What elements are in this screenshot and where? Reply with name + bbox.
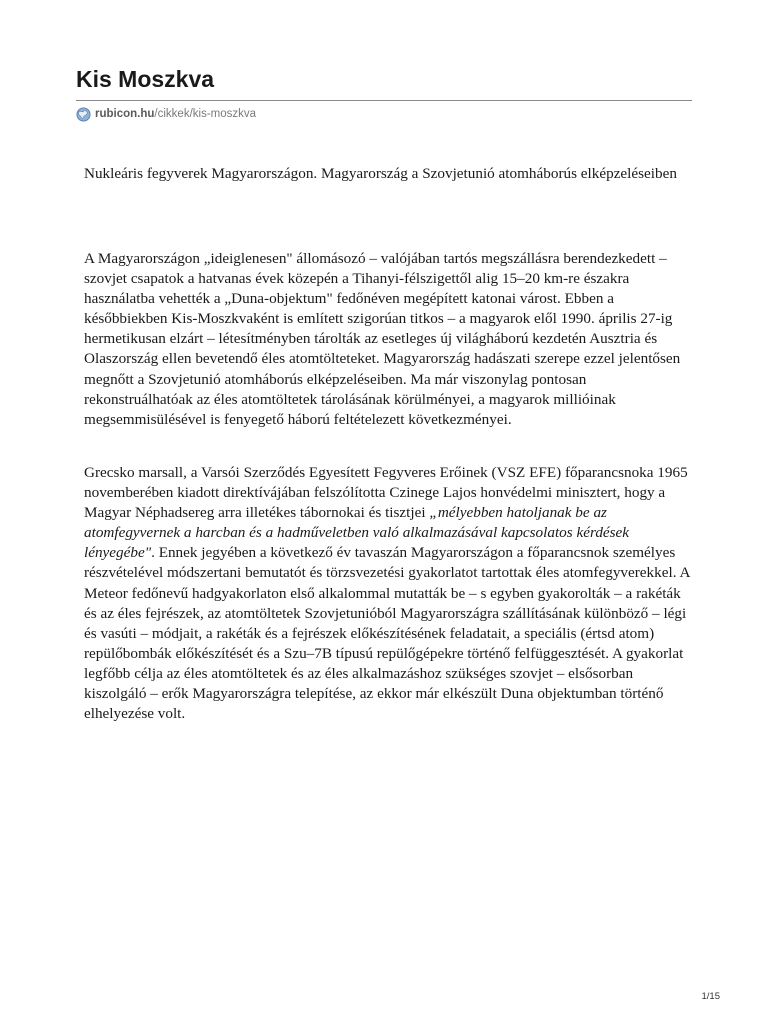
source-path-link[interactable]: /cikkek/kis-moszkva bbox=[154, 108, 257, 120]
title-divider bbox=[76, 100, 692, 101]
page-number: 1/15 bbox=[701, 991, 720, 1002]
intro-text: Nukleáris fegyverek Magyarországon. Magyarország a Szovjetunió atomháborús elképzeléseiben bbox=[84, 165, 677, 182]
body-paragraph-1 bbox=[84, 249, 696, 430]
source-line bbox=[76, 105, 256, 123]
body-paragraph-2 bbox=[84, 463, 696, 724]
paragraph-2-lead: Grecsko marsall, a Varsói Szerződés Egyesített Fegyveres Erőinek (VSZ EFE) főparancsnoka 1965 novemberében kiadott direktívájában felszólította Czinege Lajos honvédelmi minisztert, hogy a Magyar Néphadsereg arra illetékes tábornokai és tisztjei bbox=[84, 464, 688, 522]
source-domain-link[interactable]: rubicon.hu bbox=[95, 108, 155, 120]
paragraph-2-quote: „mélyebben hatoljanak be az atomfegyvernek a harcban és a hadműveletben való alkalmazásával kapcsolatos kérdések lényegébe" bbox=[84, 504, 630, 562]
intro-paragraph bbox=[84, 164, 696, 184]
paragraph-2-text bbox=[84, 463, 696, 724]
paragraph-2-rest: . Ennek jegyében a következő év tavaszán Magyarországon a főparancsnok személyes részvételével módszertani bemutatót és törzsvezetési gyakorlatot tartottak éles atomfegyverekkel. A Meteor fedőnevű hadgyakorlaton első alkalommal mutatták be – s egyben gyakorolták – a rakéták és az éles fejrészek, az atomtöltetek Szovjetunióból Magyarországra szállításának különböző – légi és vasúti – módjait, a rakéták és a fejrészek előkészítésének feladatait, a speciális (értsd atom) repülőbombák előkészítését és a Szu–7B típusú repülőgépekre történő felfüggesztését. A gyakorlat legfőbb célja az éles atomtöltetek és az éles alkalmazáshoz szükséges szovjet – elsősorban kiszolgáló – erők Magyarországra telepítése, az ekkor már elkészült Duna objektumban történő elhelyezése volt. bbox=[84, 544, 690, 723]
globe-icon bbox=[76, 107, 91, 122]
paragraph-1-text: A Magyarországon „ideiglenesen" állomásozó – valójában tartós megszállásra berendezkedett – szovjet csapatok a hatvanas évek közepén a Tihanyi-félszigettől alig 15–20 km-re északra használatba vehették a „Duna-objektum" fedőnéven megépített katonai várost. Ebben a későbbiekben Kis-Moszkvaként is említett szigorúan titkos – a magyarok elől 1990. április 27-ig hermetikusan elzárt – létesítményben tárolták az esetleges új világháború kezdetén Ausztria és Olaszország ellen bevetendő éles atomtölteteket. Magyarország hadászati szerepe ezzel jelentősen megnőtt a Szovjetunió atomháborús elképzeléseiben. Ma már viszonylag pontosan rekonstruálhatóak az éles atomtöltetek tárolásának körülményei, a magyarok millióinak megsemmisülésével is fenyegető háború feltételezett következményei. bbox=[84, 250, 681, 428]
page-title: Kis Moszkva bbox=[76, 66, 215, 92]
